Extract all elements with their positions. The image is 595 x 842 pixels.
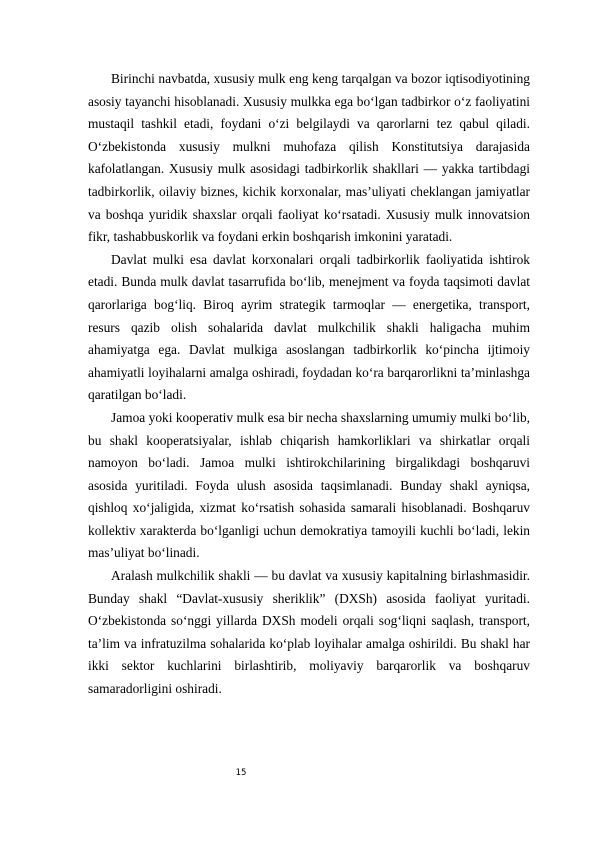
paragraph-private-property: Birinchi navbatda, xususiy mulk eng keng tarqalgan va bozor iqtisodiyotining asosiy tayanchi hisoblanadi. Xususiy mulkka ega bo‘lgan tadbirkor o‘z faoliyatini mustaqil tashkil etadi, foydani o‘zi belgilaydi va qarorlarni tez qabul qiladi. O‘zbekistonda xususiy mulkni muhofaza qilish Konstitutsiya darajasida kafolatlangan. Xususiy mulk asosidagi tadbirkorlik shakllari — yakka tartibdagi tadbirkorlik, oilaviy biznes, kichik korxonalar, mas’uliyati cheklangan jamiyatlar va boshqa yuridik shaxslar orqali faoliyat ko‘rsatadi. Xususiy mulk innovatsion fikr, tashabbuskorlik va foydani erkin boshqarish imkonini yaratadi.	[88, 71, 530, 245]
body-text	[88, 68, 530, 701]
paragraph-mixed-property: Aralash mulkchilik shakli — bu davlat va xususiy kapitalning birlashmasidir. Bunday shakl “Davlat-xususiy sheriklik” (DXSh) asosida faoliyat yuritadi. O‘zbekistonda so‘nggi yillarda DXSh modeli orqali sog‘liqni saqlash, transport, ta’lim va infratuzilma sohalarida ko‘plab loyihalar amalga oshirildi. Bu shakl har ikki sektor kuchlarini birlashtirib, moliyaviy barqarorlik va boshqaruv samaradorligini oshiradi.	[88, 568, 530, 697]
paragraph-state-property: Davlat mulki esa davlat korxonalari orqali tadbirkorlik faoliyatida ishtirok etadi. Bunda mulk davlat tasarrufida bo‘lib, menejment va foyda taqsimoti davlat qarorlariga bog‘liq. Biroq ayrim strategik tarmoqlar — energetika, transport, resurs qazib olish sohalarida davlat mulkchilik shakli haligacha muhim ahamiyatga ega. Davlat mulkiga asoslangan tadbirkorlik ko‘pincha ijtimoiy ahamiyatli loyihalarni amalga oshiradi, foydadan ko‘ra barqarorlikni ta’minlashga qaratilgan bo‘ladi.	[88, 251, 530, 403]
paragraph-collective-property: Jamoa yoki kooperativ mulk esa bir necha shaxslarning umumiy mulki bo‘lib, bu shakl kooperatsiyalar, ishlab chiqarish hamkorliklari va shirkatlar orqali namoyon bo‘ladi. Jamoa mulki ishtirokchilarining birgalikdagi boshqaruvi asosida yuritiladi. Foyda ulush asosida taqsimlanadi. Bunday shakl ayniqsa, qishloq xo‘jaligida, xizmat ko‘rsatish sohasida samarali hisoblanadi. Boshqaruv kollektiv xarakterda bo‘lganligi uchun demokratiya tamoyili kuchli bo‘ladi, lekin mas’uliyat bo‘linadi.	[88, 409, 530, 561]
page-number: 15	[235, 768, 247, 778]
